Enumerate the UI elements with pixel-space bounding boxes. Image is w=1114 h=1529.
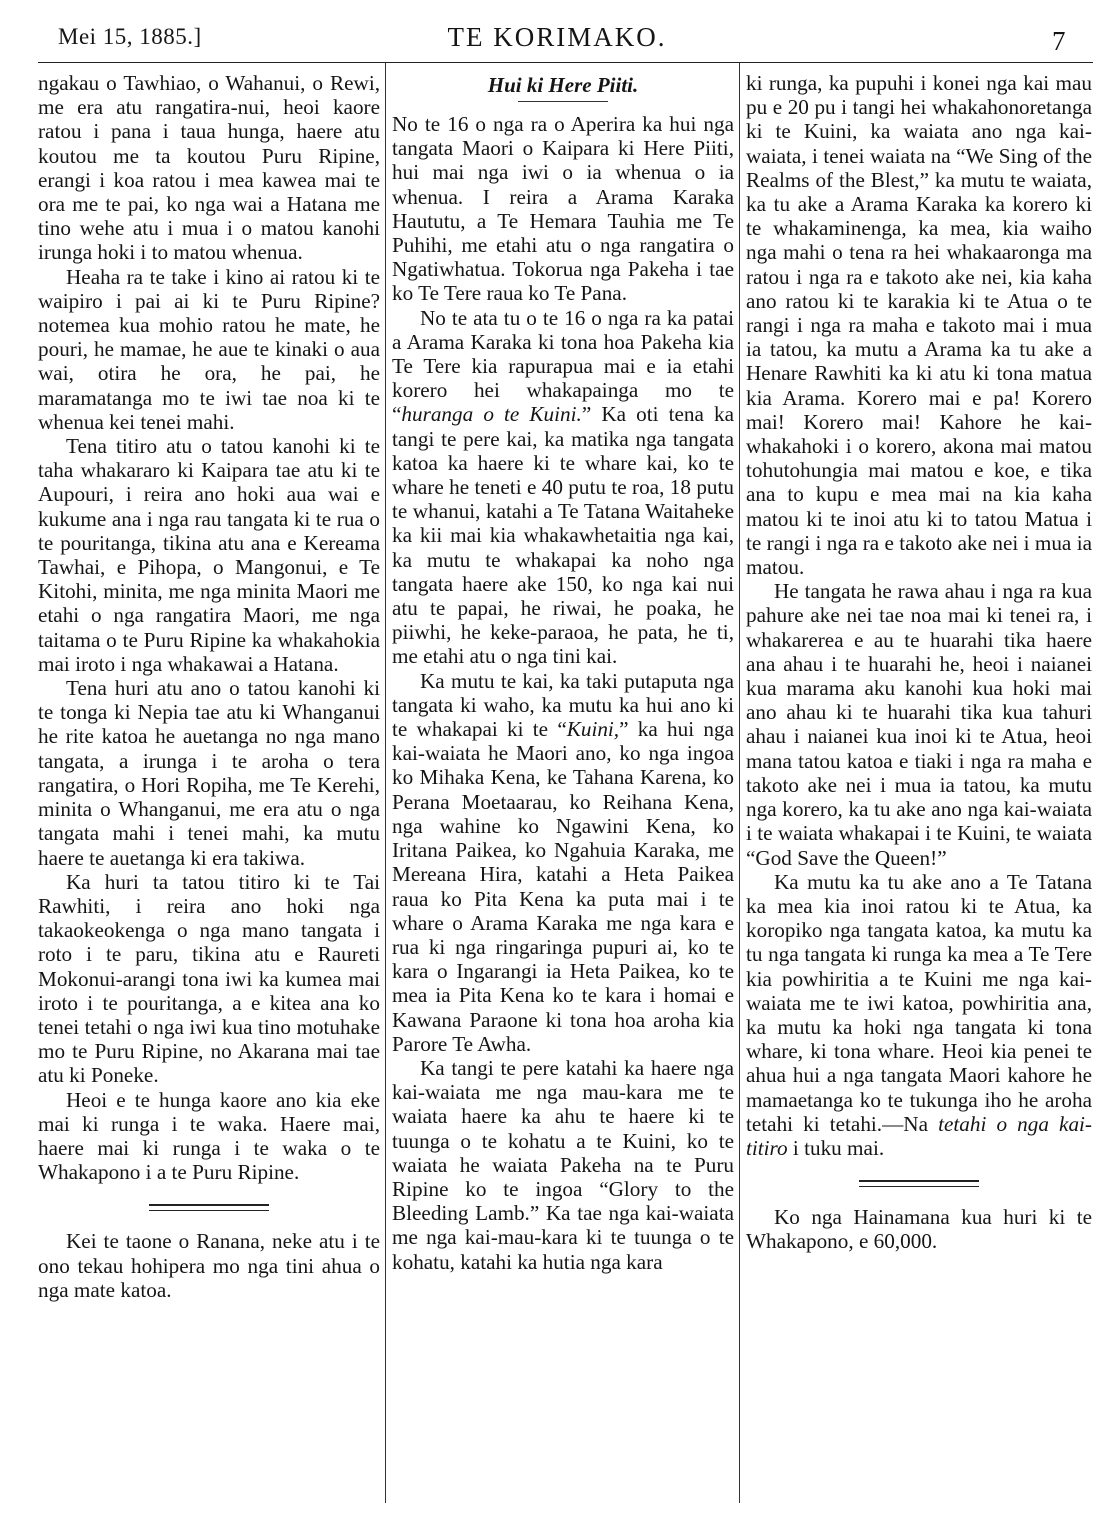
col1-news-item: Kei te taone o Ranana, neke atu i te ono tekau hohipera mo nga tini ahua o nga mate katoa. — [38, 1229, 380, 1302]
page-header — [0, 0, 1114, 70]
text-run: ” Ka oti tena ka tangi te pere kai, ka matika nga tangata katoa ka haere ki te whare kai, ko te whare he teneti e 40 putu te roa, 18 putu te whanui, katahi a Te Tatana Waitaheke ka kii mai kia whakawhetaitia nga kai, ka mutu te whakapai ka noho nga tangata haere ake 150, ko nga kai nui atu te papai, he riwai, he poaka, he piiwhi, he keke-paraoa, he pata, he ti, me etahi atu o nga tini kai. — [392, 402, 734, 669]
col1-paragraph: Ka huri ta tatou titiro ki te Tai Rawhiti, i reira ano hoki nga takaokeokenga o nga mano tangata i roto i te paru, tikina atu e Raureti Mokonui-arangi tona iwi ka kumea mai iroto i te pouritanga, a e kitea ana ko tenei tetahi o nga iwi kua tino motuhake mo te Puru Ripine, no Akarana mai tae atu ki Poneke. — [38, 869, 380, 1088]
text-run: i tuku mai. — [787, 1135, 885, 1160]
column-divider-1 — [385, 63, 386, 1503]
column-2 — [392, 71, 734, 1274]
issue-date: Mei 15, 1885.] — [58, 24, 202, 49]
col1-paragraph: ngakau o Tawhiao, o Wahanui, o Rewi, me era atu rangatira-nui, heoi kaore ratou i pana i taua hunga, haere atu koutou me ta koutou Puru Ripine, erangi i koa ratou i mea kawea mai te ora me te pai, ko nga wai a Hatana me tino wehe atu i mua i o matou kanohi irunga hoki i to matou whenua. — [38, 71, 380, 265]
section-separator — [149, 1204, 269, 1211]
col1-paragraph: Heoi e te hunga kaore ano kia eke mai ki runga i te waka. Haere mai, haere mai ki runga i te waka o te Whakapono i a te Puru Ripine. — [38, 1087, 380, 1185]
column-1 — [38, 71, 380, 1302]
col1-paragraph: Tena huri atu ano o tatou kanohi ki te tonga ki Nepia tae atu ki Whanganui he rite katoa he auetanga no nga mano tangata, a irunga i te aroha o tera rangatira, o Hori Ropiha, me Te Kerehi, minita o Whanganui, me era atu o nga tangata mahi i tenei mahi, ka mutu haere te auetanga ki era takiwa. — [38, 676, 380, 870]
italic-phrase: tetahi o nga kai-titiro — [746, 1111, 1092, 1160]
col3-paragraph: He tangata he rawa ahau i nga ra kua pahure ake nei tae noa mai ki tenei ra, i whakarerea e au te huarahi tika haere ana ahau i te huarahi he, heoi i naianei kua marama aku kanohi kua hoki mai ano ahau ki te huarahi tika kua tahuri ahau i naianei kua inoi ki te Atua, heoi mana tatou katoa e tiaki i nga ra maha e takoto ake nei i mua ia tatou, ka mutu nga korero, ka tu ake ano nga kai-waiata i te waiata whakapai i te Kuini, te waiata “God Save the Queen!” — [746, 579, 1092, 870]
italic-phrase: huranga o te Kuini. — [401, 402, 582, 427]
page-number: 7 — [1052, 26, 1066, 56]
col1-paragraph: Tena titiro atu o tatou kanohi ki te taha whakararo ki Kaipara tae atu ki te Aupouri, i reira ano hoki aua wai e kukume ana i nga rau tangata ki te rua o te pouritanga, tikina atu ana e Kereama Tawhai, e Pihopa, o Mangonui, e Te Kitohi, minita, me nga minita Maori me etahi o nga rangatira Maori, me nga taitama o te Puru Ripine ka whakahokia mai iroto i nga whakawai a Hatana. — [38, 434, 380, 676]
text-run: Ka mutu te kai, ka taki putaputa nga tangata ki waho, ka mutu ka hui ano ki te whakapai ki te “ — [392, 668, 734, 742]
column-3 — [746, 71, 1092, 1254]
col2-paragraph — [392, 306, 734, 669]
section-separator — [859, 1180, 979, 1187]
masthead-title: TE KORIMAKO. — [447, 22, 667, 52]
column-divider-2 — [739, 63, 740, 1503]
italic-phrase: Kuini, — [566, 717, 620, 742]
article-heading: Hui ki Here Piiti. — [487, 73, 639, 97]
text-run: No te ata tu o te 16 o nga ra ka patai a Arama Karaka ki tona hoa Pakeha kia Te Tere kia rapurapua mai e ia etahi korero hei whakapainga mo te “ — [392, 305, 734, 427]
header-rule — [38, 62, 1093, 63]
col3-paragraph — [746, 870, 1092, 1160]
col3-news-item: Ko nga Hainamana kua huri ki te Whakapono, e 60,000. — [746, 1205, 1092, 1254]
col2-paragraph: Ka tangi te pere katahi ka haere nga kai-waiata me nga mau-kara me te waiata haere ka ahu te haere ki te tuunga o te kohatu a te Kuini, ko te waiata he waiata Pakeha na te Puru Ripine ko te ingoa “Glory to the Bleeding Lamb.” Ka tae nga kai-waiata me nga kai-mau-kara ki te tuunga o te kohatu, katahi ka hutia nga kara — [392, 1055, 734, 1274]
heading-rule — [518, 101, 608, 102]
text-run: ” ka hui nga kai-waiata he Maori ano, ko nga ingoa ko Mihaka Kena, ke Tahana Karena, ko Perana Moetaarau, ko Reihana Kena, nga wahine ko Ngawini Kena, ko Iritana Paikea, ko Ngahuia Karaka, me Mereana Hira, katahi a Heta Paikea raua ko Pita Kena ka puta mai i te whare o Arama Karaka me nga kara e rua ki nga ringaringa pupuri ai, ko te kara o Ingarangi ia Heta Paikea, ko te mea ia Pita Kena ko te kara i homai e Kawana Paraone ki tona hoa aroha kia Parore Te Awha. — [392, 717, 734, 1056]
col3-paragraph: ki runga, ka pupuhi i konei nga kai mau pu e 20 pu i tangi hei whakahonoretanga ki te Kuini, ka waiata ano nga kai-waiata, i tenei waiata na “We Sing of the Realms of the Blest,” ka mutu te waiata, ka tu ake a Arama Karaka ka korero ki te whakaminenga, ka mea, kia waiho nga mahi o tena ra hei whakaaronga ma ratou i nga ra e takoto ake nei, kia kaha ano ratou ki te karakia ki te Atua o te rangi i nga ra maha e takoto mai i mua ia tatou, ka mutu a Arama ka tu ake a Henare Rawhiti ka ki atu ki tona matua kia Arama. Korero mai e pa! Korero mai! Korero mai! Kahore he kai-whakahoki i o korero, akona mai matou tohutohungia mai matou e koe, e tika ana to kupu e mea mai na kia kaha matou ki te inoi atu ki to tatou Matua i te rangi i nga ra e takoto ake nei i mua ia matou. — [746, 71, 1092, 580]
col2-paragraph: No te 16 o nga ra o Aperira ka hui nga tangata Maori o Kaipara ki Here Piiti, hui mai nga iwi o ia whenua o ia whenua. I reira a Arama Karaka Haututu, a Te Hemara Tauhia me Te Puhihi, me etahi atu o nga rangatira o Ngatiwhatua. Tokorua nga Pakeha i tae ko Te Tere raua ko Te Pana. — [392, 112, 734, 306]
col1-paragraph: Heaha ra te take i kino ai ratou ki te waipiro i pai ai ki te Puru Ripine? notemea kua mohio ratou he mate, he pouri, he mamae, he aue te kinaki o aua wai, otira he ora, he pai, he maramatanga mo te iwi tae noa ki te whenua kei tenei mahi. — [38, 264, 380, 434]
col2-paragraph — [392, 669, 734, 1056]
text-run: Ka mutu ka tu ake ano a Te Tatana ka mea kia inoi ratou ki te Atua, ka koropiko nga tangata katoa, ka mutu ka tu nga tangata ki runga ka mea a Te Tere kia powhiritia a te Kuini me nga kai-waiata me te iwi katoa, powhiritia ana, ka mutu ka hoki nga tangata ki tona whare, ki tona whare. Heoi kia penei te ahua hui a nga tangata Maori kahore he mamaetanga ko te tukunga iho he aroha tetahi ki tetahi.—Na — [746, 869, 1092, 1136]
